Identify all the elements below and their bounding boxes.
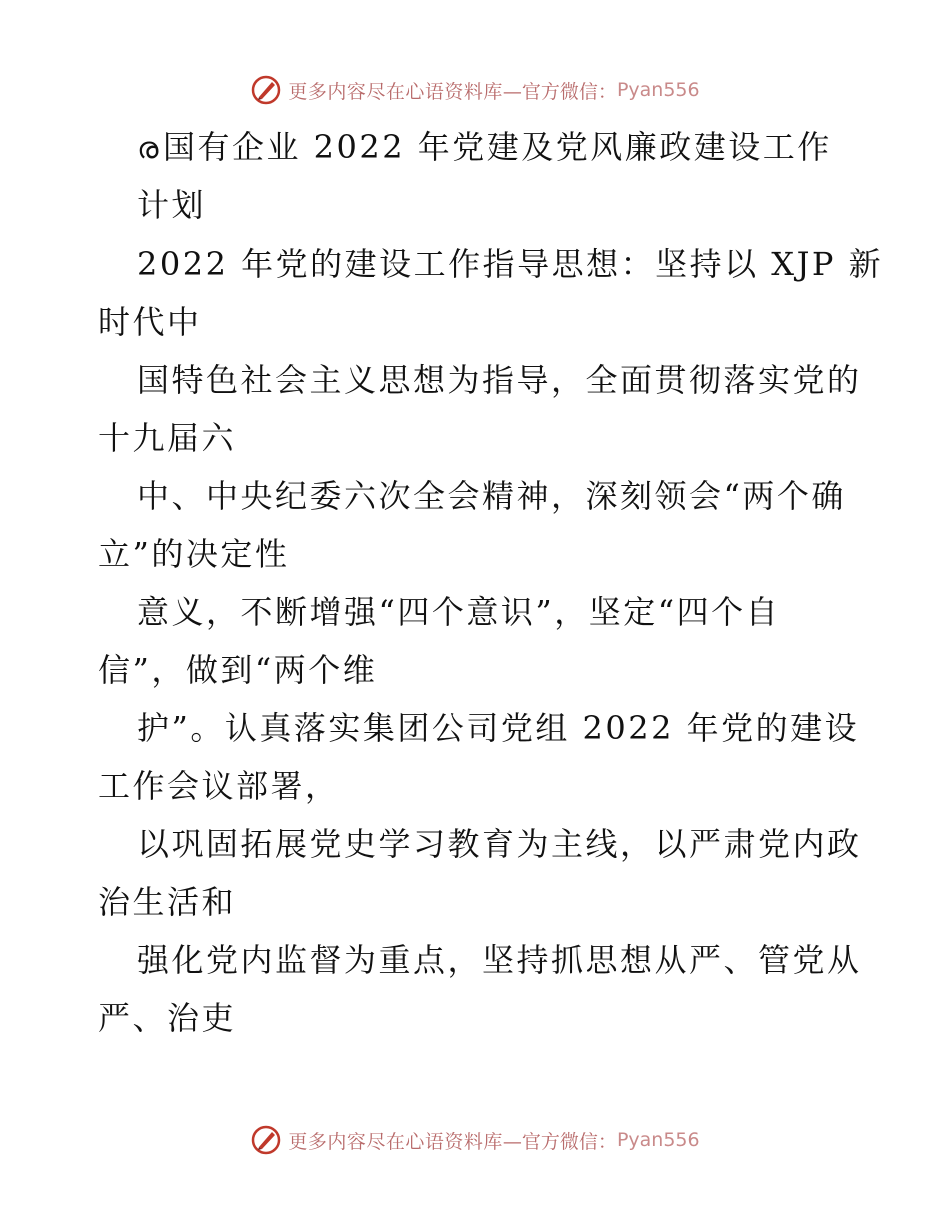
header-banner [0,70,950,110]
paragraph-line: 严、治吏 [98,999,237,1037]
paragraph-line: 立”的决定性 [98,535,290,573]
paragraph-line: 治生活和 [98,883,237,921]
paragraph-line: 国特色社会主义思想为指导，全面贯彻落实党的 [137,361,862,399]
paragraph-line: 以巩固拓展党史学习教育为主线，以严肃党内政 [137,825,862,863]
paragraph-line: 2022 年党的建设工作指导思想：坚持以 XJP 新 [137,245,884,283]
footer-brand-text: 更多内容尽在心语资料库 [288,1130,503,1153]
header-separator-text: —官方微信： [502,80,617,103]
header-account-id: Pyan556 [616,79,700,101]
paragraph-line: 工作会议部署， [98,767,340,805]
footer-account-id: Pyan556 [616,1129,700,1151]
pen-logo-icon [250,74,282,106]
document-title-line-2: 计划 [137,186,207,224]
footer-separator-text: —官方微信： [502,1130,617,1153]
header-brand-text: 更多内容尽在心语资料库 [288,80,503,103]
document-title-text: 国有企业 2022 年党建及党风廉政建设工作 [162,128,832,166]
paragraph-line: 护”。认真落实集团公司党组 2022 年党的建设 [137,709,860,747]
title-bullet-icon: ര [137,131,161,166]
paragraph-line: 时代中 [98,303,202,341]
document-title-line-1 [137,127,832,167]
footer-banner [0,1120,950,1160]
paragraph-line: 十九届六 [98,419,237,457]
paragraph-line: 信”，做到“两个维 [98,651,378,689]
paragraph-line: 中、中央纪委六次全会精神，深刻领会“两个确 [137,477,846,515]
paragraph-line: 强化党内监督为重点，坚持抓思想从严、管党从 [137,941,862,979]
paragraph-line: 意义，不断增强“四个意识”，坚定“四个自 [137,593,781,631]
pen-logo-icon [250,1124,282,1156]
